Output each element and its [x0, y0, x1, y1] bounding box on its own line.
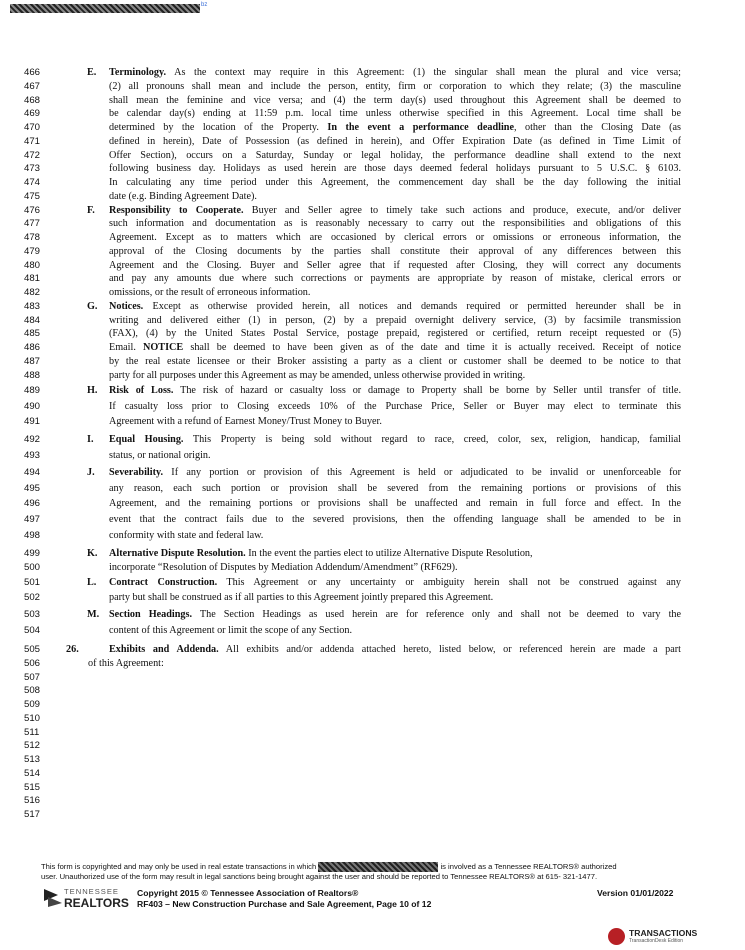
- document-line: [0, 624, 745, 638]
- notice-line-2: user. Unauthorized use of the form may result in legal sanctions being brought against the user and should be reported to Tennessee REALTORS® at 615- 321-1477.: [41, 872, 598, 881]
- line-number: 516: [24, 795, 41, 807]
- document-line: [0, 355, 745, 369]
- line-number: 474: [24, 177, 41, 188]
- line-number: 503: [24, 608, 41, 620]
- realtors-logo-icon: [44, 887, 62, 907]
- section-key: M.: [87, 608, 100, 620]
- document-line: [0, 149, 745, 163]
- copyright-notice: [41, 862, 711, 881]
- line-text: Terminology. As the context may require in this Agreement: (1) the singular shall mean the plural and vice versa;: [109, 67, 681, 78]
- line-number: 498: [24, 529, 41, 541]
- version-label: Version 01/01/2022: [597, 888, 674, 898]
- document-line: [0, 121, 745, 135]
- line-number: 478: [24, 232, 41, 243]
- header-tag: bz: [201, 2, 208, 8]
- line-number: 491: [24, 416, 41, 428]
- line-text: Exhibits and Addenda. All exhibits and/or addenda attached hereto, listed below, or referenced herein are made a part: [109, 644, 681, 656]
- line-number: 489: [24, 385, 41, 397]
- line-number: 507: [24, 671, 41, 683]
- document-line: [0, 753, 745, 767]
- line-text: status, or national origin.: [109, 449, 211, 461]
- line-text: any reason, each such portion or provision shall be severed from the remaining portions or provisions of this: [109, 482, 681, 494]
- line-text: be calendar day(s) ending at 11:59 p.m. local time unless otherwise specified in this Agreement. Local time shall be: [109, 108, 681, 120]
- line-text: (FAX), (4) by the United States Postal Service, postage prepaid, registered or certified, return receipt requested or (5): [109, 328, 681, 340]
- copyright-line: Copyright 2015 © Tennessee Association of Realtors®: [137, 888, 359, 898]
- line-number: 508: [24, 685, 41, 697]
- notice-line-1b: is involved as a Tennessee REALTORS® authorized: [440, 862, 617, 871]
- line-text: of this Agreement:: [88, 657, 164, 669]
- document-line: [0, 698, 745, 712]
- document-line: [0, 327, 745, 341]
- document-line: [0, 204, 745, 218]
- document-line: [0, 449, 745, 463]
- document-line: [0, 767, 745, 781]
- transactions-edition: TransactionDesk Edition: [629, 938, 684, 944]
- line-text: content of this Agreement or limit the scope of any Section.: [109, 624, 353, 636]
- document-line: [0, 712, 745, 726]
- line-text: (2) all pronouns shall mean and include the person, entity, firm or corporation to which they relate; (3) the masculine: [109, 80, 681, 92]
- document-line: [0, 162, 745, 176]
- line-number: 494: [24, 467, 41, 479]
- line-text: by the real estate licensee or their Broker assisting a party as a client or customer shall be deemed to be notice to that: [109, 355, 681, 367]
- document-line: [0, 513, 745, 527]
- line-number: 497: [24, 514, 41, 526]
- line-number: 504: [24, 624, 41, 636]
- line-number: 484: [24, 314, 41, 326]
- line-text: In calculating any time period under this Agreement, the commencement day shall be the day following the initial: [109, 177, 681, 188]
- line-number: 471: [24, 135, 41, 147]
- transactions-name: TRANSACTIONS: [629, 928, 698, 938]
- section-key: K.: [87, 548, 98, 560]
- document-line: [0, 231, 745, 245]
- document-line: [0, 643, 745, 657]
- document-line: [0, 369, 745, 383]
- line-number: 482: [24, 287, 41, 298]
- line-number: 514: [24, 767, 41, 779]
- line-number: 475: [24, 190, 41, 202]
- transactions-logo: [608, 927, 708, 947]
- line-text: shall mean the feminine and vice versa; and (4) the term day(s) used throughout this Agreement shall be deemed to: [109, 94, 681, 106]
- document-line: [0, 300, 745, 314]
- document-line: [0, 286, 745, 300]
- line-number: 466: [24, 67, 41, 78]
- redacted-licensee: [318, 862, 438, 872]
- line-text: If casualty loss prior to Closing exceeds 10% of the Purchase Price, Seller or Buyer may elect to terminate this: [109, 400, 681, 412]
- line-text: Risk of Loss. The risk of hazard or casualty loss or damage to Property shall be borne by Seller until transfer of title.: [109, 385, 681, 397]
- document-line: [0, 781, 745, 795]
- form-info: [137, 888, 431, 910]
- line-text: and pay any amounts due where such corrections or payments are appropriate by reason of mistake, clerical errors or: [109, 273, 681, 285]
- line-text: determined by the location of the Property. In the event a performance deadline, other than the Closing Date (as: [109, 122, 681, 133]
- line-number: 501: [24, 576, 41, 588]
- document-line: [0, 561, 745, 575]
- document-line: [0, 245, 745, 259]
- document-line: [0, 384, 745, 398]
- line-text: incorporate “Resolution of Disputes by Mediation Addendum/Amendment” (RF629).: [109, 562, 458, 573]
- line-number: 506: [24, 657, 41, 669]
- section-key: H.: [87, 385, 98, 397]
- line-number: 468: [24, 94, 41, 106]
- line-number: 490: [24, 400, 41, 412]
- line-text: following business day. Holidays as used herein are those days deemed federal holidays pursuant to 5 U.S.C. § 6103.: [109, 163, 681, 175]
- document-line: [0, 547, 745, 561]
- section-key: I.: [87, 434, 94, 446]
- section-key: F.: [87, 204, 95, 216]
- line-text: writing and delivered either (1) in person, (2) by a prepaid overnight delivery service, (3) by facsimile transmission: [109, 314, 681, 326]
- line-number: 481: [24, 273, 41, 285]
- document-line: [0, 400, 745, 414]
- document-line: [0, 808, 745, 822]
- line-text: Notices. Except as otherwise provided herein, all notices and demands required or permitted hereunder shall be in: [109, 300, 681, 312]
- line-number: 511: [24, 726, 40, 738]
- line-number: 483: [24, 300, 41, 312]
- line-number: 472: [24, 149, 41, 161]
- notice-line-1a: This form is copyrighted and may only be used in real estate transactions in which: [41, 862, 317, 871]
- line-number: 512: [24, 740, 41, 752]
- document-line: [0, 529, 745, 543]
- line-text: Agreement with a refund of Earnest Money/Trust Money to Buyer.: [109, 416, 382, 428]
- line-text: Section Headings. The Section Headings as used herein are for reference only and shall not be deemed to vary the: [109, 608, 681, 620]
- line-number: 509: [24, 699, 41, 711]
- document-line: [0, 608, 745, 622]
- line-text: date (e.g. Binding Agreement Date).: [109, 190, 257, 202]
- line-text: Agreement and the Closing. Buyer and Seller agree that if requested after Closing, they will correct any documents: [109, 259, 681, 271]
- line-number: 470: [24, 122, 41, 133]
- line-number: 493: [24, 449, 41, 461]
- line-number: 469: [24, 108, 41, 120]
- document-line: [0, 671, 745, 685]
- logo-text-bottom: REALTORS: [64, 896, 129, 910]
- document-line: [0, 497, 745, 511]
- document-line: [0, 259, 745, 273]
- tennessee-realtors-logo: [44, 885, 129, 911]
- document-line: [0, 135, 745, 149]
- document-line: [0, 94, 745, 108]
- document-line: [0, 739, 745, 753]
- line-number: 502: [24, 592, 41, 604]
- document-line: [0, 217, 745, 231]
- line-text: Severability. If any portion or provision of this Agreement is held or adjudicated to be invalid or unenforceable for: [109, 467, 681, 479]
- line-text: Alternative Dispute Resolution. In the event the parties elect to utilize Alternative Dispute Resolution,: [109, 548, 533, 560]
- line-text: Equal Housing. This Property is being sold without regard to race, creed, color, sex, religion, handicap, familial: [109, 434, 681, 446]
- form-id-line: RF403 – New Construction Purchase and Sale Agreement, Page 10 of 12: [137, 899, 432, 909]
- document-line: [0, 726, 745, 740]
- document-line: [0, 66, 745, 80]
- line-text: such information and documentation as is reasonably necessary to carry out the responsibilities and obligations of this: [109, 218, 681, 230]
- transactions-logo-icon: [608, 928, 625, 945]
- document-line: [0, 684, 745, 698]
- line-number: 492: [24, 434, 41, 446]
- line-number: 488: [24, 369, 41, 381]
- line-text: Offer Section), occurs on a Saturday, Sunday or legal holiday, the performance deadline shall extend to the next: [109, 149, 681, 161]
- line-number: 476: [24, 204, 41, 216]
- line-number: 473: [24, 163, 41, 175]
- line-text: Agreement, and the remaining portions or provisions shall be unaffected and remain in full force and effect. In the: [109, 498, 681, 510]
- line-number: 486: [24, 342, 41, 353]
- document-line: [0, 591, 745, 605]
- line-text: Responsibility to Cooperate. Buyer and Seller agree to timely take such actions and produce, execute, and/or deliver: [109, 204, 681, 216]
- section-key: G.: [87, 300, 98, 312]
- document-line: [0, 341, 745, 355]
- section-key: L.: [87, 576, 97, 588]
- line-text: omissions, or the result of erroneous information.: [109, 287, 311, 298]
- line-text: party for all purposes under this Agreement as may be amended, unless otherwise provided in writing.: [109, 369, 526, 381]
- document-line: [0, 576, 745, 590]
- document-line: [0, 433, 745, 447]
- line-number: 499: [24, 548, 41, 560]
- section-key: E.: [87, 67, 97, 78]
- line-text: Agreement. Except as to matters which are occasioned by clerical errors or omissions or erroneous information, the: [109, 232, 681, 243]
- line-text: party but shall be construed as if all parties to this Agreement jointly prepared this Agreement.: [109, 592, 494, 604]
- section-key: J.: [87, 467, 95, 479]
- line-number: 487: [24, 355, 41, 367]
- document-line: [0, 415, 745, 429]
- line-number: 505: [24, 644, 41, 656]
- document-line: [0, 176, 745, 190]
- line-text: Email. NOTICE shall be deemed to have been given as of the date and time it is actually received. Receipt of notice: [109, 342, 681, 353]
- document-line: [0, 190, 745, 204]
- line-number: 517: [24, 809, 41, 821]
- document-line: [0, 80, 745, 94]
- line-text: event that the contract fails due to the severed provisions, then the offending language shall be amended to be in: [109, 514, 681, 526]
- document-line: [0, 314, 745, 328]
- logo-text-top: TENNESSEE: [64, 887, 119, 896]
- line-text: defined in herein), Date of Possession (as defined in herein), and Offer Expiration Date (as defined in Time Limit of: [109, 135, 681, 147]
- line-number: 467: [24, 80, 41, 92]
- line-number: 513: [24, 754, 41, 766]
- line-number: 510: [24, 712, 41, 724]
- document-line: [0, 107, 745, 121]
- line-number: 500: [24, 562, 41, 573]
- document-line: [0, 482, 745, 496]
- document-line: [0, 794, 745, 808]
- line-text: approval of the Closing documents by the parties shall constitute their approval of any differences between this: [109, 245, 681, 257]
- redacted-header-bar: [10, 4, 200, 13]
- document-line: [0, 272, 745, 286]
- line-number: 477: [24, 218, 41, 230]
- line-number: 479: [24, 245, 41, 257]
- line-number: 485: [24, 328, 41, 340]
- document-line: [0, 657, 745, 671]
- line-number: 480: [24, 259, 41, 271]
- line-text: conformity with state and federal law.: [109, 529, 264, 541]
- section-number: 26.: [66, 644, 79, 656]
- line-text: Contract Construction. This Agreement or any uncertainty or ambiguity herein shall not be construed against any: [109, 576, 681, 588]
- line-number: 495: [24, 482, 41, 494]
- document-line: [0, 466, 745, 480]
- line-number: 515: [24, 781, 41, 793]
- line-number: 496: [24, 498, 41, 510]
